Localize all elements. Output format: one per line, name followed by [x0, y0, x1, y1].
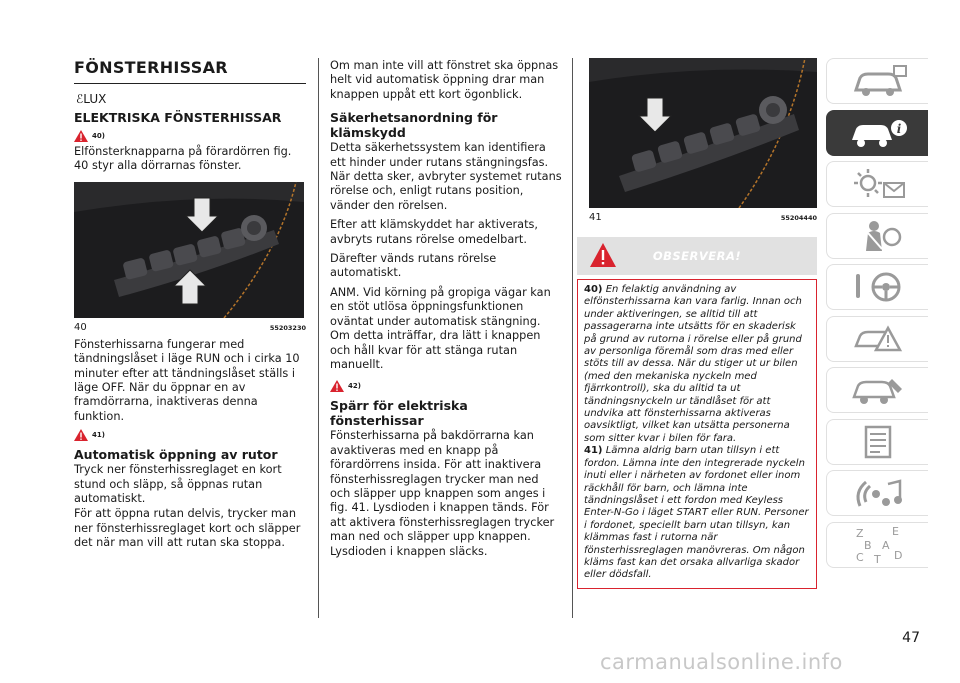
door-panel-illustration	[74, 182, 304, 318]
heading-automatic-opening: Automatisk öppning av rutor	[74, 447, 278, 463]
subsection-title: ELEKTRISKA FÖNSTERHISSAR	[74, 110, 282, 125]
paragraph: Detta säkerhetssystem kan identifiera ett hinder under rutans stängningsfas. När detta sker, avbryter systemet rutans rörelse och, enligt rutans position, vänder den rörelsen.	[330, 141, 562, 212]
warning-triangle-icon	[74, 130, 88, 142]
paragraph: Efter att klämskyddet har aktiverats, avbryts rutans rörelse omedelbart.	[330, 218, 538, 246]
figure-caption	[589, 212, 817, 223]
warning-reference	[330, 380, 562, 392]
heading-window-lock: Spärr för elektriska fönsterhissar	[330, 398, 468, 429]
figure-40	[74, 182, 304, 318]
svg-text:B: B	[863, 538, 872, 552]
warning-ref-number: 40)	[92, 132, 105, 140]
warning-triangle-icon	[330, 380, 344, 392]
service-car-icon	[848, 373, 908, 407]
nav-tab-car-info[interactable]	[826, 110, 928, 156]
nav-tab-lights[interactable]	[826, 161, 928, 207]
observera-notes	[577, 279, 817, 589]
note-text: Lämna aldrig barn utan tillsyn i ett fordon. Lämna inte den integrerade nyckeln inuti eller i närheten av fordonet eller inom räckhåll för barn, och lämna inte tändningslåset i ett fordon med Keyless Enter-N-Go i läget START eller RUN. Personer i fordonet, speciellt barn utan tillsyn, kan klämmas fast i rutorna när fönsterhissreglagen manövreras. Om någon kläms fast kan det orsaka allvarliga skador eller dödsfall.	[584, 445, 809, 581]
warning-triangle-icon	[589, 242, 617, 268]
svg-text:Z: Z	[855, 526, 864, 540]
paragraph: Om man inte vill att fönstret ska öppnas helt vid automatisk öppning drar man knappen uppåt ett kort ögonblick.	[330, 59, 559, 101]
svg-text:E: E	[891, 524, 899, 538]
nav-tab-service[interactable]	[826, 367, 928, 413]
column-divider	[318, 58, 319, 618]
watermark: carmanualsonline.info	[600, 650, 843, 674]
warning-ref-number: 42)	[348, 382, 361, 391]
nav-tab-driving[interactable]	[826, 264, 928, 310]
nav-tab-dashboard[interactable]	[826, 58, 928, 104]
note-number: 40)	[584, 284, 603, 295]
column-1	[74, 58, 306, 551]
car-dashboard-icon	[848, 64, 908, 98]
lux-trim-icon: ℰLUX	[76, 92, 107, 106]
heading-pinch-protection: Säkerhetsanordning för klämskydd	[330, 110, 498, 141]
specifications-list-icon	[848, 425, 908, 459]
note-40	[584, 284, 810, 445]
svg-text:T: T	[873, 552, 881, 565]
section-title: FÖNSTERHISSAR	[74, 58, 306, 84]
nav-tab-multimedia[interactable]	[826, 470, 928, 516]
figure-code: 55203230	[269, 323, 306, 332]
svg-text:i: i	[896, 121, 901, 136]
paragraph: Tryck ner fönsterhissreglaget en kort stund och släpp, så öppnas rutan automatiskt.	[74, 463, 282, 506]
svg-text:C: C	[855, 550, 864, 564]
column-divider	[572, 58, 573, 618]
nav-tab-index[interactable]	[826, 522, 928, 568]
nav-tab-emergency[interactable]	[826, 316, 928, 362]
multimedia-icon	[848, 476, 908, 510]
paragraph: Fönsterhissarna fungerar med tändningslåset i läge RUN och i cirka 10 minuter efter att tändningslåset ställs i läge OFF. När du öppnar en av framdörrarna, inaktiveras denna funktion.	[74, 337, 300, 423]
figure-41	[589, 58, 817, 208]
chapter-nav	[826, 58, 928, 573]
observera-header	[577, 237, 817, 275]
steering-wheel-icon	[848, 270, 908, 304]
nav-tab-safety[interactable]	[826, 213, 928, 259]
warning-ref-number: 41)	[92, 431, 105, 440]
column-3	[577, 58, 817, 589]
emergency-triangle-icon	[848, 322, 908, 356]
figure-code: 55204440	[780, 214, 817, 222]
paragraph: Fönsterhissarna på bakdörrarna kan avaktiveras med en knapp på förardörrens insida. För att inaktivera fönsterhissreglagen trycker man ned och släpper upp knappen som anges i fig. 41. Lysdioden i knappen tänds. För att aktivera fönsterhissreglagen trycker man ned och släpper upp knappen. Lysdioden i knappen släcks.	[330, 429, 555, 558]
observera-title: OBSERVERA!	[652, 249, 742, 263]
svg-text:D: D	[893, 548, 902, 562]
nav-tab-specs[interactable]	[826, 419, 928, 465]
warning-triangle-icon	[74, 429, 88, 441]
car-info-icon	[848, 116, 908, 150]
figure-number: 41	[589, 212, 602, 223]
seatbelt-airbag-icon	[848, 219, 908, 253]
alphabetical-index-icon	[848, 525, 908, 565]
column-2	[330, 58, 562, 559]
figure-number: 40	[74, 321, 87, 333]
lights-message-icon	[848, 167, 908, 201]
warning-reference	[74, 429, 306, 441]
note-text: En felaktig användning av elfönsterhissarna kan vara farlig. Innan och under aktiveringen, se alltid till att passagerarna inte utsätts för en skaderisk på grund av rutorna i rörelse eller på grund av personliga föremål som dras med eller stöts till av dessa. När du stiger ut ur bilen (med den mekaniska nyckeln med fjärrkontroll), ska du alltid ta ut tändningsnyckeln ur tändlåset för att undvika att fönsterhissarna aktiveras oavsiktligt, vilket kan utsätta personerna som sitter kvar i bilen för fara.	[584, 284, 802, 444]
warning-reference	[74, 130, 306, 142]
svg-text:A: A	[881, 538, 890, 552]
note-41	[584, 445, 810, 581]
page-number: 47	[902, 630, 920, 646]
figure-caption	[74, 322, 306, 333]
note-number: 41)	[584, 445, 603, 457]
paragraph: För att öppna rutan delvis, trycker man ner fönsterhissreglaget kort och släpper det när man vill att rutan ska stoppa.	[74, 507, 301, 550]
paragraph: Elfönsterknapparna på förardörren fig. 40 styr alla dörrarnas fönster.	[74, 145, 292, 173]
paragraph: Därefter vänds rutans rörelse automatiskt.	[330, 252, 497, 280]
door-panel-illustration	[589, 58, 817, 208]
paragraph: ANM. Vid körning på gropiga vägar kan en stöt utlösa öppningsfunktionen oväntat under automatisk stängning. Om detta inträffar, dra lätt i knappen och håll kvar för att stänga rutan manuellt.	[330, 285, 551, 371]
